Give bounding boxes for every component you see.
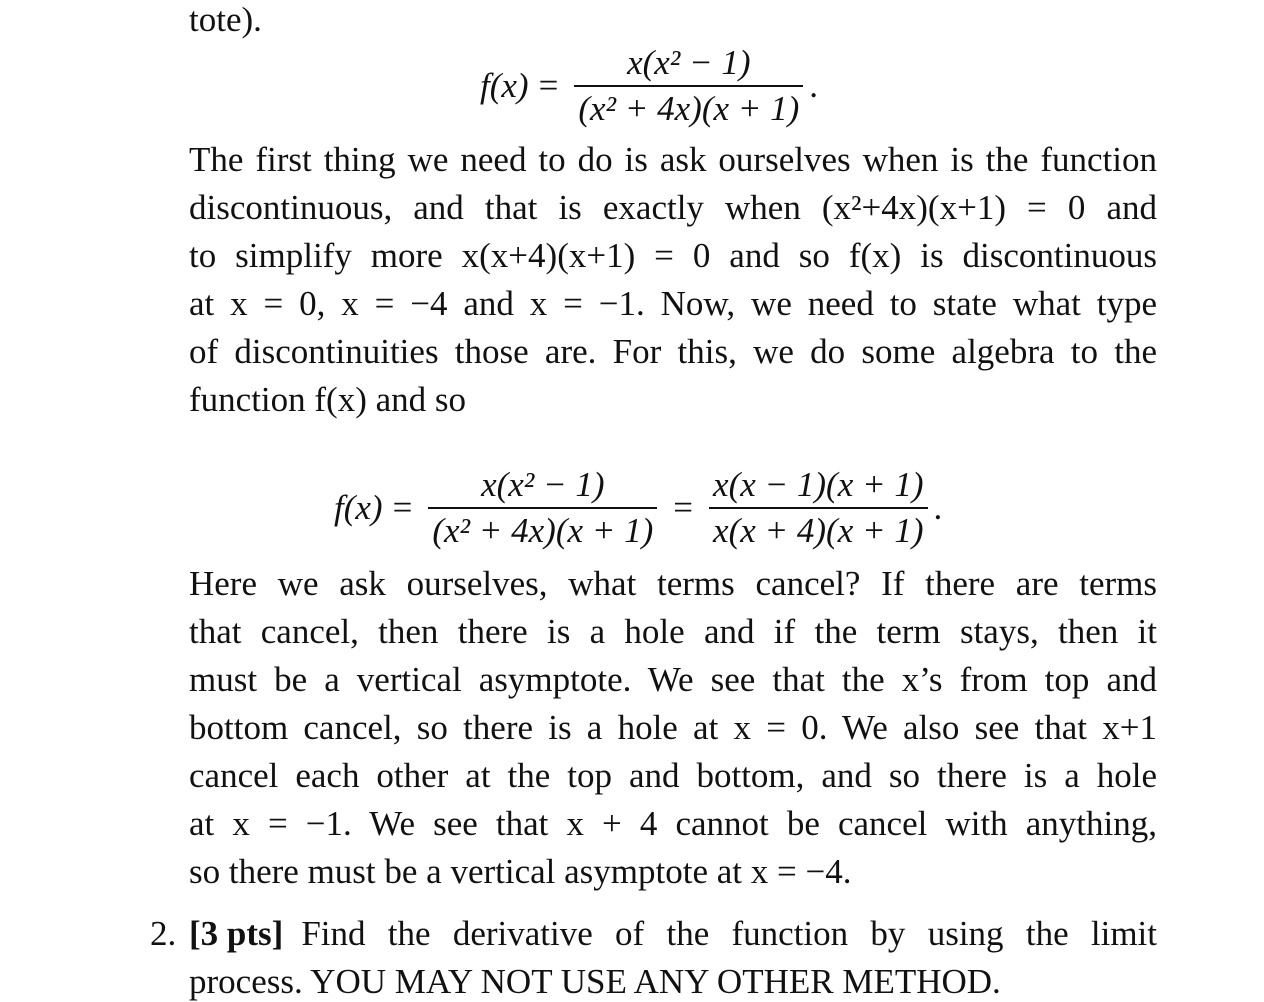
para2-line-4: bottom cancel, so there is a hole at x = 0. We also see that x+1 [189,708,1157,747]
eq1-numerator: x(x² − 1) [627,43,751,82]
eq1-denominator: (x² + 4x)(x + 1) [574,85,803,128]
para2-line-2: that cancel, then there is a hole and if the term stays, then it [189,612,1157,651]
eq1-period: . [809,66,819,105]
question-2-text: Find the derivative of the function by using the limit [301,914,1157,953]
eq2-period: . [933,488,943,527]
eq2-denominator-2: x(x + 4)(x + 1) [709,507,927,550]
equation-2 [334,466,942,550]
para2-line-3: must be a vertical asymptote. We see that the x’s from top and [189,660,1157,699]
eq2-denominator-1: (x² + 4x)(x + 1) [428,507,657,550]
para1-line-5: of discontinuities those are. For this, we do some algebra to the [189,332,1157,371]
question-2-number: 2. [150,914,177,953]
para2-line-1: Here we ask ourselves, what terms cancel? If there are terms [189,564,1157,603]
top-fragment: tote). [189,0,262,39]
eq1-fraction [574,44,803,128]
para2-line-7: so there must be a vertical asymptote at x = −4. [189,852,852,891]
eq2-numerator-2: x(x − 1)(x + 1) [713,465,924,504]
eq2-numerator-1: x(x² − 1) [481,465,605,504]
eq2-lhs: f(x) [334,488,383,527]
para1-line-4: at x = 0, x = −4 and x = −1. Now, we need to state what type [189,284,1157,323]
question-2-line-2: process. YOU MAY NOT USE ANY OTHER METHOD. [189,962,1001,1001]
para1-line-2: discontinuous, and that is exactly when (x²+4x)(x+1) = 0 and [189,188,1157,227]
question-2-line-1 [189,914,1157,954]
eq1-equals: = [538,66,559,105]
eq2-fraction-1 [428,466,657,550]
eq2-equals-1: = [392,488,413,527]
para2-line-6: at x = −1. We see that x + 4 cannot be cancel with anything, [189,804,1157,843]
para1-line-6: function f(x) and so [189,380,467,419]
eq2-equals-2: = [673,488,694,527]
para2-line-5: cancel each other at the top and bottom, and so there is a hole [189,756,1157,795]
para1-line-1: The first thing we need to do is ask ourselves when is the function [189,140,1157,179]
question-2-points: [3 pts] [189,914,284,953]
eq1-lhs: f(x) [480,66,529,105]
eq2-fraction-2 [709,466,927,550]
equation-1 [480,44,818,128]
para1-line-3: to simplify more x(x+4)(x+1) = 0 and so f(x) is discontinuous [189,236,1157,275]
